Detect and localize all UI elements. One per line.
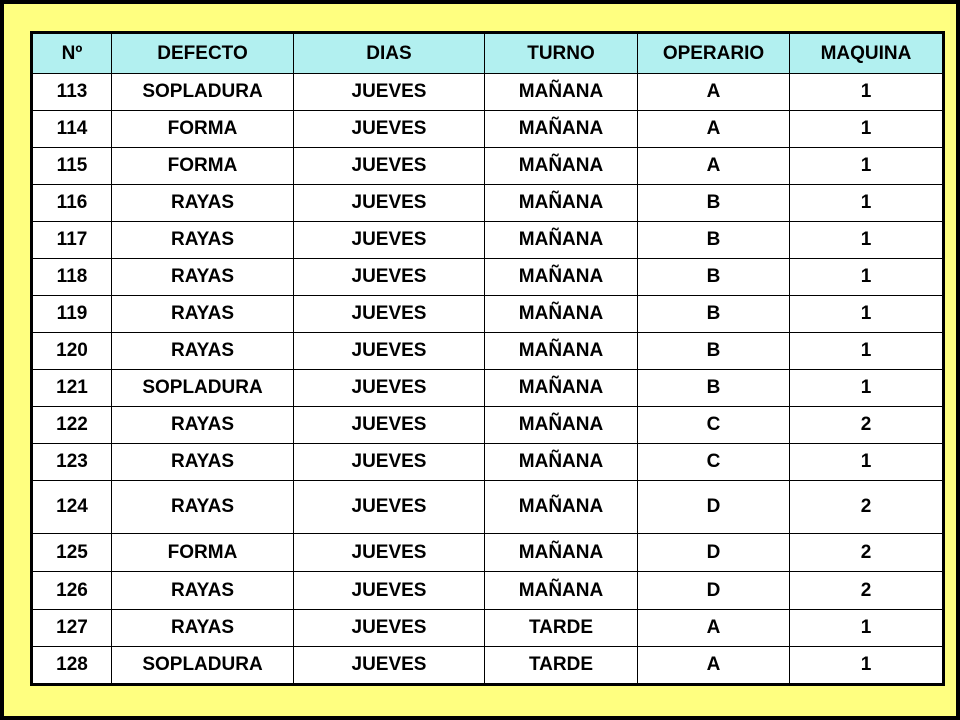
table-row: [32, 74, 944, 111]
cell-maquina: 1: [790, 370, 944, 407]
table-row: [32, 647, 944, 685]
cell-dias: JUEVES: [294, 296, 485, 333]
table-row: [32, 610, 944, 647]
cell-defecto: FORMA: [112, 148, 294, 185]
cell-maquina: 2: [790, 572, 944, 610]
cell-operario: D: [638, 572, 790, 610]
header-operario: OPERARIO: [638, 33, 790, 74]
table-row: [32, 259, 944, 296]
cell-defecto: FORMA: [112, 111, 294, 148]
cell-numero: 124: [32, 481, 112, 534]
cell-maquina: 2: [790, 481, 944, 534]
cell-numero: 122: [32, 407, 112, 444]
cell-maquina: 1: [790, 333, 944, 370]
cell-dias: JUEVES: [294, 534, 485, 572]
cell-defecto: SOPLADURA: [112, 647, 294, 685]
cell-maquina: 1: [790, 74, 944, 111]
cell-turno: MAÑANA: [485, 74, 638, 111]
header-defecto: DEFECTO: [112, 33, 294, 74]
cell-turno: MAÑANA: [485, 444, 638, 481]
table-row: [32, 111, 944, 148]
cell-maquina: 1: [790, 444, 944, 481]
cell-defecto: RAYAS: [112, 333, 294, 370]
cell-dias: JUEVES: [294, 259, 485, 296]
table-row: [32, 534, 944, 572]
cell-dias: JUEVES: [294, 572, 485, 610]
cell-operario: C: [638, 444, 790, 481]
cell-defecto: RAYAS: [112, 610, 294, 647]
defect-table: [30, 31, 945, 686]
cell-maquina: 1: [790, 185, 944, 222]
cell-dias: JUEVES: [294, 333, 485, 370]
cell-maquina: 2: [790, 534, 944, 572]
cell-defecto: RAYAS: [112, 259, 294, 296]
cell-operario: B: [638, 222, 790, 259]
cell-numero: 114: [32, 111, 112, 148]
cell-operario: A: [638, 148, 790, 185]
cell-numero: 121: [32, 370, 112, 407]
cell-maquina: 1: [790, 296, 944, 333]
cell-numero: 126: [32, 572, 112, 610]
cell-operario: D: [638, 534, 790, 572]
cell-numero: 127: [32, 610, 112, 647]
cell-turno: MAÑANA: [485, 111, 638, 148]
cell-operario: C: [638, 407, 790, 444]
cell-dias: JUEVES: [294, 370, 485, 407]
cell-operario: B: [638, 333, 790, 370]
cell-maquina: 1: [790, 259, 944, 296]
header-numero: Nº: [32, 33, 112, 74]
cell-turno: MAÑANA: [485, 185, 638, 222]
cell-dias: JUEVES: [294, 407, 485, 444]
cell-operario: B: [638, 370, 790, 407]
cell-defecto: SOPLADURA: [112, 370, 294, 407]
cell-numero: 125: [32, 534, 112, 572]
cell-turno: MAÑANA: [485, 572, 638, 610]
table-body: [32, 74, 944, 685]
table-row: [32, 333, 944, 370]
cell-defecto: RAYAS: [112, 185, 294, 222]
cell-operario: B: [638, 185, 790, 222]
table-row: [32, 222, 944, 259]
cell-maquina: 1: [790, 610, 944, 647]
cell-dias: JUEVES: [294, 647, 485, 685]
cell-numero: 118: [32, 259, 112, 296]
cell-numero: 123: [32, 444, 112, 481]
cell-defecto: RAYAS: [112, 481, 294, 534]
cell-operario: A: [638, 647, 790, 685]
cell-operario: A: [638, 74, 790, 111]
cell-defecto: RAYAS: [112, 296, 294, 333]
cell-numero: 116: [32, 185, 112, 222]
cell-numero: 119: [32, 296, 112, 333]
cell-turno: MAÑANA: [485, 407, 638, 444]
cell-defecto: RAYAS: [112, 222, 294, 259]
cell-defecto: SOPLADURA: [112, 74, 294, 111]
cell-maquina: 2: [790, 407, 944, 444]
cell-numero: 113: [32, 74, 112, 111]
cell-dias: JUEVES: [294, 74, 485, 111]
cell-operario: D: [638, 481, 790, 534]
cell-dias: JUEVES: [294, 222, 485, 259]
cell-numero: 120: [32, 333, 112, 370]
cell-operario: B: [638, 296, 790, 333]
cell-maquina: 1: [790, 222, 944, 259]
cell-dias: JUEVES: [294, 481, 485, 534]
table-row: [32, 407, 944, 444]
cell-defecto: RAYAS: [112, 572, 294, 610]
header-turno: TURNO: [485, 33, 638, 74]
cell-dias: JUEVES: [294, 185, 485, 222]
cell-dias: JUEVES: [294, 610, 485, 647]
cell-turno: MAÑANA: [485, 148, 638, 185]
cell-maquina: 1: [790, 111, 944, 148]
cell-defecto: RAYAS: [112, 407, 294, 444]
header-maquina: MAQUINA: [790, 33, 944, 74]
header-dias: DIAS: [294, 33, 485, 74]
cell-turno: MAÑANA: [485, 481, 638, 534]
cell-turno: MAÑANA: [485, 222, 638, 259]
cell-defecto: FORMA: [112, 534, 294, 572]
cell-turno: MAÑANA: [485, 534, 638, 572]
cell-turno: TARDE: [485, 610, 638, 647]
cell-turno: MAÑANA: [485, 296, 638, 333]
cell-dias: JUEVES: [294, 111, 485, 148]
table-row: [32, 370, 944, 407]
cell-turno: MAÑANA: [485, 333, 638, 370]
cell-dias: JUEVES: [294, 148, 485, 185]
cell-turno: MAÑANA: [485, 259, 638, 296]
table-row: [32, 296, 944, 333]
table-header-row: [32, 33, 944, 74]
table-row: [32, 481, 944, 534]
table-row: [32, 572, 944, 610]
cell-dias: JUEVES: [294, 444, 485, 481]
table-row: [32, 444, 944, 481]
cell-maquina: 1: [790, 148, 944, 185]
table-row: [32, 148, 944, 185]
cell-operario: A: [638, 610, 790, 647]
cell-numero: 128: [32, 647, 112, 685]
cell-operario: A: [638, 111, 790, 148]
cell-numero: 115: [32, 148, 112, 185]
cell-defecto: RAYAS: [112, 444, 294, 481]
cell-numero: 117: [32, 222, 112, 259]
slide-background: [4, 4, 956, 716]
table-row: [32, 185, 944, 222]
cell-operario: B: [638, 259, 790, 296]
cell-turno: TARDE: [485, 647, 638, 685]
cell-maquina: 1: [790, 647, 944, 685]
cell-turno: MAÑANA: [485, 370, 638, 407]
